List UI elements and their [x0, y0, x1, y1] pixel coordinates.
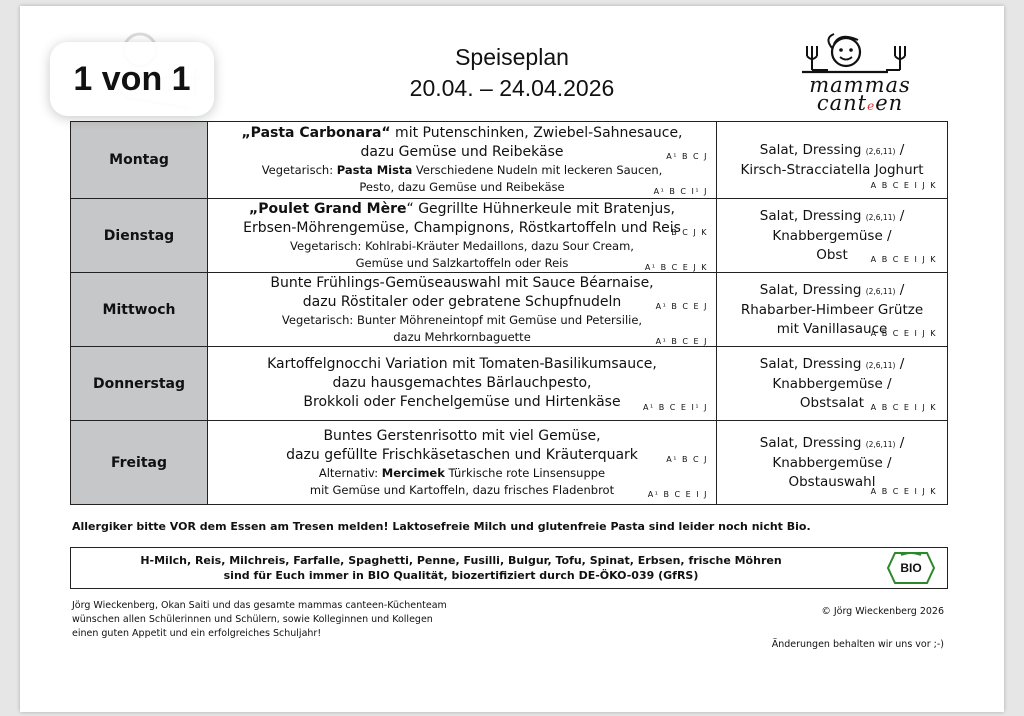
- side-line: [717, 141, 947, 161]
- allergen-codes: A B C E I J K: [870, 255, 937, 264]
- greeting-line: einen guten Appetit und ein erfolgreiches Schuljahr!: [72, 628, 322, 639]
- text-run: dazu hausgemachtes Bärlauchpesto,: [332, 375, 592, 391]
- allergen-codes: A¹ B C J: [666, 454, 708, 464]
- text-run: Rhabarber-Himbeer Grütze: [740, 301, 924, 318]
- side-dish-cell: [717, 421, 948, 505]
- bio-box: [70, 547, 948, 589]
- main-dish-cell: [208, 122, 717, 199]
- allergen-codes: A B C E I J K: [870, 487, 937, 496]
- text-run: mit Putenschinken, Zwiebel-Sahnesauce,: [390, 125, 683, 141]
- text-run: Salat, Dressing: [759, 141, 866, 158]
- main-dish-cell: [208, 199, 717, 273]
- text-run: /: [895, 355, 905, 372]
- allergen-codes: A¹ B C J: [666, 152, 708, 161]
- side-line: [717, 207, 947, 227]
- allergy-notice: Allergiker bitte VOR dem Essen am Tresen melden! Laktosefreie Milch und glutenfreie Pasta sind leider noch nicht Bio.: [72, 520, 811, 533]
- menu-row-montag: [71, 122, 948, 199]
- dish-line: [208, 143, 716, 162]
- main-dish-cell: [208, 347, 717, 421]
- bio-text: [111, 553, 811, 583]
- dish-line: [208, 274, 716, 293]
- text-run: Obstauswahl: [788, 473, 876, 490]
- text-run: Obst: [816, 246, 848, 263]
- bold-text: Pasta Mista: [336, 163, 413, 177]
- text-run: dazu Gemüse und Reibekäse: [360, 144, 564, 160]
- menu-row-freitag: [71, 421, 948, 505]
- side-dish-cell: [717, 347, 948, 421]
- bold-text: „Pasta Carbonara“: [241, 125, 391, 141]
- day-name: Freitag: [71, 421, 208, 505]
- dish-line: [208, 482, 716, 499]
- footer-greeting: [72, 599, 447, 641]
- text-run: “ Gegrillte Hühnerkeule mit Bratenjus,: [406, 200, 675, 217]
- allergen-codes: A B C E I J K: [870, 181, 937, 190]
- text-run: Knabbergemüse /: [772, 375, 892, 392]
- text-run: Knabbergemüse /: [772, 454, 892, 471]
- bold-text: „Poulet Grand Mère: [249, 200, 407, 217]
- text-run: dazu Röstitaler oder gebratene Schupfnudeln: [302, 293, 622, 310]
- allergen-codes: A¹ B C E J: [655, 301, 708, 311]
- side-line: [717, 434, 947, 454]
- text-run: (2,6,11): [865, 146, 896, 156]
- main-dish-cell: [208, 273, 717, 347]
- logo-text: [808, 73, 912, 115]
- allergen-codes: B C J K: [671, 227, 708, 237]
- text-run: /: [895, 141, 905, 158]
- title-text: Speiseplan: [455, 44, 569, 70]
- text-run: mit Vanillasauce: [776, 320, 888, 337]
- menu-row-donnerstag: [71, 347, 948, 421]
- text-run: Salat, Dressing: [759, 355, 866, 372]
- logo-line2-accent: e: [867, 99, 876, 113]
- bio-line2: sind für Euch immer in BIO Qualität, biozertifiziert durch DE-ÖKO-039 (GfRS): [223, 569, 699, 582]
- text-run: Gemüse und Salzkartoffeln oder Reis: [355, 255, 569, 270]
- allergen-codes: A¹ B C E J K: [644, 262, 708, 272]
- dish-line: [208, 465, 716, 482]
- dish-line: [208, 427, 716, 446]
- text-run: (2,6,11): [865, 286, 896, 296]
- text-run: Alternativ:: [318, 465, 382, 480]
- logo-line2-a: cant: [816, 91, 868, 115]
- side-line: [717, 227, 947, 246]
- dish-line: [208, 355, 716, 374]
- main-dish-cell: [208, 421, 717, 505]
- text-run: (2,6,11): [865, 439, 896, 449]
- text-run: Erbsen-Möhrengemüse, Champignons, Röstkartoffeln und Reis: [243, 219, 681, 236]
- text-run: Salat, Dressing: [759, 281, 866, 298]
- side-line: [717, 355, 947, 375]
- page-title: [300, 42, 724, 104]
- text-run: (2,6,11): [865, 360, 896, 370]
- logo-line2-b: en: [875, 91, 904, 115]
- text-run: Bunte Frühlings-Gemüseauswahl mit Sauce Béarnaise,: [270, 274, 654, 291]
- menu-row-dienstag: [71, 199, 948, 273]
- dish-line: [208, 312, 716, 329]
- dish-line: [208, 162, 716, 179]
- dish-line: [208, 374, 716, 393]
- day-name: Donnerstag: [71, 347, 208, 421]
- side-dish-cell: [717, 122, 948, 199]
- copyright: © Jörg Wieckenberg 2026: [821, 606, 944, 617]
- menu-row-mittwoch: [71, 273, 948, 347]
- bio-seal-icon: [887, 551, 935, 585]
- allergen-codes: A¹ B C E I¹ J: [643, 403, 708, 412]
- bio-line1: H-Milch, Reis, Milchreis, Farfalle, Spaghetti, Penne, Fusilli, Bulgur, Tofu, Spinat, Erbsen, frische Möhren: [140, 554, 782, 567]
- side-dish-cell: [717, 199, 948, 273]
- text-run: Verschiedene Nudeln mit leckeren Saucen,: [412, 163, 663, 177]
- text-run: Türkische rote Linsensuppe: [444, 465, 606, 480]
- dish-line: [208, 238, 716, 255]
- dish-line: [208, 329, 716, 346]
- dish-line: [208, 200, 716, 219]
- text-run: Pesto, dazu Gemüse und Reibekäse: [359, 180, 565, 194]
- side-line: [717, 454, 947, 473]
- side-line: [717, 301, 947, 320]
- allergen-codes: A¹ B C I¹ J: [653, 187, 708, 196]
- side-line: [717, 375, 947, 394]
- day-name: Montag: [71, 122, 208, 199]
- text-run: Salat, Dressing: [759, 434, 866, 451]
- date-range: 20.04. – 24.04.2026: [409, 75, 615, 101]
- text-run: /: [895, 281, 905, 298]
- text-run: Brokkoli oder Fenchelgemüse und Hirtenkäse: [303, 394, 621, 410]
- dish-line: [208, 255, 716, 272]
- text-run: /: [895, 207, 905, 224]
- text-run: dazu gefüllte Frischkäsetaschen und Kräuterquark: [286, 446, 638, 463]
- dish-line: [208, 124, 716, 143]
- text-run: Vegetarisch: Kohlrabi-Kräuter Medaillons, dazu Sour Cream,: [290, 238, 634, 253]
- logo-line1: mammas: [809, 73, 911, 97]
- dish-line: [208, 393, 716, 412]
- text-run: Salat, Dressing: [759, 207, 866, 224]
- page-indicator: 1 von 1: [50, 42, 214, 116]
- menu-table: [70, 121, 948, 505]
- allergen-codes: A¹ B C E J: [655, 336, 708, 346]
- text-run: mit Gemüse und Kartoffeln, dazu frisches Fladenbrot: [309, 482, 615, 497]
- bold-text: Mercimek: [381, 465, 445, 480]
- text-run: Obstsalat: [799, 394, 865, 411]
- text-run: Kirsch-Stracciatella Joghurt: [740, 161, 924, 178]
- allergen-codes: A B C E I J K: [870, 403, 937, 412]
- text-run: Vegetarisch:: [261, 163, 337, 177]
- day-name: Mittwoch: [71, 273, 208, 347]
- dish-line: [208, 293, 716, 312]
- dish-line: [208, 219, 716, 238]
- logo-line2: [808, 91, 912, 115]
- allergen-codes: A B C E I J K: [870, 329, 937, 338]
- bio-logo-text: BIO: [900, 561, 922, 575]
- dish-line: [208, 179, 716, 196]
- greeting-line: wünschen allen Schülerinnen und Schülern, sowie Kolleginnen und Kollegen: [72, 614, 433, 625]
- allergen-codes: A¹ B C E I J: [647, 489, 708, 499]
- side-dish-cell: [717, 273, 948, 347]
- text-run: (2,6,11): [865, 212, 896, 222]
- side-line: [717, 281, 947, 301]
- text-run: dazu Mehrkornbaguette: [393, 329, 531, 344]
- changes-notice: Änderungen behalten wir uns vor ;-): [771, 639, 944, 650]
- greeting-line: Jörg Wieckenberg, Okan Saiti und das gesamte mammas canteen-Küchenteam: [72, 600, 447, 611]
- text-run: Buntes Gerstenrisotto mit viel Gemüse,: [323, 427, 601, 444]
- dish-line: [208, 446, 716, 465]
- text-run: /: [895, 434, 905, 451]
- text-run: Kartoffelgnocchi Variation mit Tomaten-Basilikumsauce,: [267, 356, 657, 372]
- day-name: Dienstag: [71, 199, 208, 273]
- text-run: Vegetarisch: Bunter Möhreneintopf mit Gemüse und Petersilie,: [281, 312, 643, 327]
- text-run: Knabbergemüse /: [772, 227, 892, 244]
